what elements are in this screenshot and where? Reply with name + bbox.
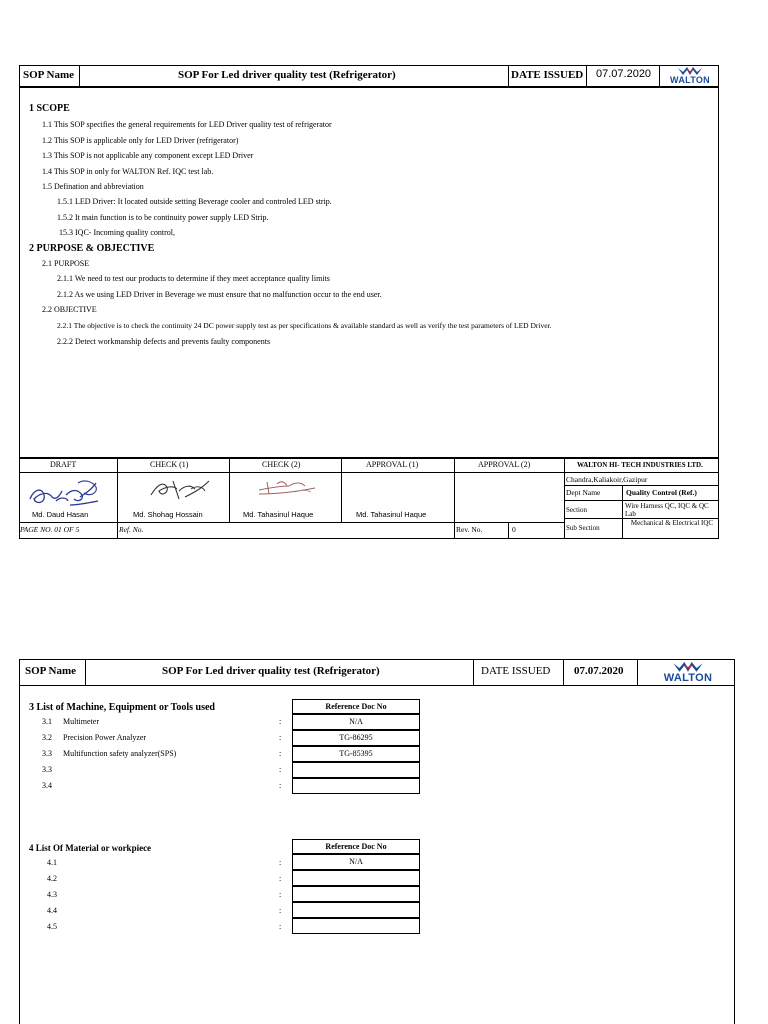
scope-item: 1.4 This SOP in only for WALTON Ref. IQC test lab. xyxy=(42,167,214,176)
walton-logo-text: WALTON xyxy=(670,75,710,85)
sop-name-label: SOP Name xyxy=(23,69,75,81)
colon: : xyxy=(279,733,282,742)
rev-no-label: Rev. No. xyxy=(456,525,483,534)
section4-row-ref xyxy=(292,886,420,902)
colon: : xyxy=(279,765,282,774)
colon: : xyxy=(279,922,282,931)
section-label: Section xyxy=(566,506,587,514)
section3-row-ref: N/A xyxy=(292,714,420,730)
walton-logo xyxy=(645,661,731,684)
scope-item: 1.2 This SOP is applicable only for LED Driver (refrigerator) xyxy=(42,136,239,145)
signature-check2 xyxy=(255,474,325,500)
colon: : xyxy=(279,858,282,867)
purpose-item: 2.1.2 As we using LED Driver in Beverage we must ensure that no malfunction occur to the end user. xyxy=(57,290,382,299)
approval-name-check1: Md. Shohag Hossain xyxy=(133,510,203,519)
dept-name-value: Quality Control (Ref.) xyxy=(626,488,697,497)
section3-row-ref: TG-85395 xyxy=(292,746,420,762)
section4-row-ref xyxy=(292,902,420,918)
section3-row-ref: TG-86295 xyxy=(292,730,420,746)
scope-sub-item: 1.5.1 LED Driver: It located outside setting Beverage cooler and controled LED strip. xyxy=(57,197,332,206)
purpose-item: 2.1.1 We need to test our products to determine if they meet acceptance quality limits xyxy=(57,274,330,283)
scope-item: 1.3 This SOP is not applicable any component except LED Driver xyxy=(42,151,254,160)
signature-check1 xyxy=(145,475,215,503)
approval-col-approval2: APPROVAL (2) xyxy=(478,460,531,469)
purpose-subheading: 2.1 PURPOSE xyxy=(42,259,90,268)
ref-no-label: Ref. No. xyxy=(119,525,144,534)
section4-heading: 4 List Of Material or workpiece xyxy=(29,843,152,853)
colon: : xyxy=(279,749,282,758)
scope-heading: 1 SCOPE xyxy=(29,103,70,114)
scope-item: 1.1 This SOP specifies the general requirements for LED Driver quality test of refrigerator xyxy=(42,120,332,129)
section3-row-label: Precision Power Analyzer xyxy=(63,733,147,742)
section3-row-num: 3.2 xyxy=(42,733,52,742)
company-address: Chandra,Kaliakoir,Gazipur xyxy=(566,475,648,484)
section4-row-ref xyxy=(292,870,420,886)
section4-row-num: 4.3 xyxy=(47,890,57,899)
colon: : xyxy=(279,890,282,899)
section3-row-label: Multifunction safety analyzer(SPS) xyxy=(63,749,177,758)
section3-row-num: 3.3 xyxy=(42,765,52,774)
date-issued-label: DATE ISSUED xyxy=(511,69,584,81)
section3-row-ref xyxy=(292,778,420,794)
section4-row-num: 4.4 xyxy=(47,906,57,915)
signature-draft xyxy=(26,475,106,511)
scope-sub-item: 15.3 IQC- Incoming quality control, xyxy=(59,228,175,237)
purpose-heading: 2 PURPOSE & OBJECTIVE xyxy=(29,243,155,254)
section3-row-label: Multimeter xyxy=(63,717,99,726)
page-number: PAGE NO. 01 OF 5 xyxy=(20,525,80,534)
objective-item: 2.2.1 The objective is to check the continuity 24 DC power supply test as per specifications & available standard as well as verify the test parameters of LED Driver. xyxy=(57,321,552,330)
section4-ref-header: Reference Doc No xyxy=(292,839,420,854)
section3-heading: 3 List of Machine, Equipment or Tools used xyxy=(29,702,215,713)
objective-subheading: 2.2 OBJECTIVE xyxy=(42,305,97,314)
sop-name-label: SOP Name xyxy=(25,665,77,677)
dept-name-label: Dept Name xyxy=(566,488,601,497)
sop-title: SOP For Led driver quality test (Refrigerator) xyxy=(162,665,380,677)
sub-section-value: Mechanical & Electrical IQC xyxy=(630,519,714,527)
date-issued-value: 07.07.2020 xyxy=(596,68,652,80)
objective-item: 2.2.2 Detect workmanship defects and prevents faulty components xyxy=(57,337,271,346)
colon: : xyxy=(279,781,282,790)
section4-row-num: 4.2 xyxy=(47,874,57,883)
sop-title: SOP For Led driver quality test (Refrigerator) xyxy=(178,69,396,81)
colon: : xyxy=(279,906,282,915)
section3-ref-header: Reference Doc No xyxy=(292,699,420,714)
scope-sub-item: 1.5.2 It main function is to be continuity power supply LED Strip. xyxy=(57,213,269,222)
section4-row-ref xyxy=(292,918,420,934)
company-name: WALTON HI- TECH INDUSTRIES LTD. xyxy=(577,461,703,469)
section3-row-ref xyxy=(292,762,420,778)
date-issued-label: DATE ISSUED xyxy=(481,665,551,677)
approval-col-approval1: APPROVAL (1) xyxy=(366,460,419,469)
colon: : xyxy=(279,717,282,726)
approval-name-approval1: Md. Tahasinul Haque xyxy=(356,510,427,519)
section4-row-ref: N/A xyxy=(292,854,420,870)
walton-logo-text: WALTON xyxy=(663,671,713,684)
section3-row-num: 3.4 xyxy=(42,781,52,790)
section4-row-num: 4.5 xyxy=(47,922,57,931)
approval-col-check1: CHECK (1) xyxy=(150,460,189,469)
walton-wing-icon xyxy=(671,662,705,673)
section-value: Wire Harness QC, IQC & QC Lab xyxy=(625,502,709,518)
approval-col-check2: CHECK (2) xyxy=(262,460,301,469)
section4-row-num: 4.1 xyxy=(47,858,57,867)
date-issued-value: 07.07.2020 xyxy=(574,665,624,677)
rev-no-value: 0 xyxy=(512,525,516,534)
sub-section-label: Sub Section xyxy=(566,524,600,532)
walton-logo xyxy=(662,66,718,86)
colon: : xyxy=(279,874,282,883)
section3-row-num: 3.1 xyxy=(42,717,52,726)
approval-name-draft: Md. Daud Hasan xyxy=(32,510,89,519)
scope-item: 1.5 Defination and abbreviation xyxy=(42,182,144,191)
section3-row-num: 3.3 xyxy=(42,749,52,758)
approval-col-draft: DRAFT xyxy=(50,460,77,469)
approval-name-check2: Md. Tahasinul Haque xyxy=(243,510,314,519)
